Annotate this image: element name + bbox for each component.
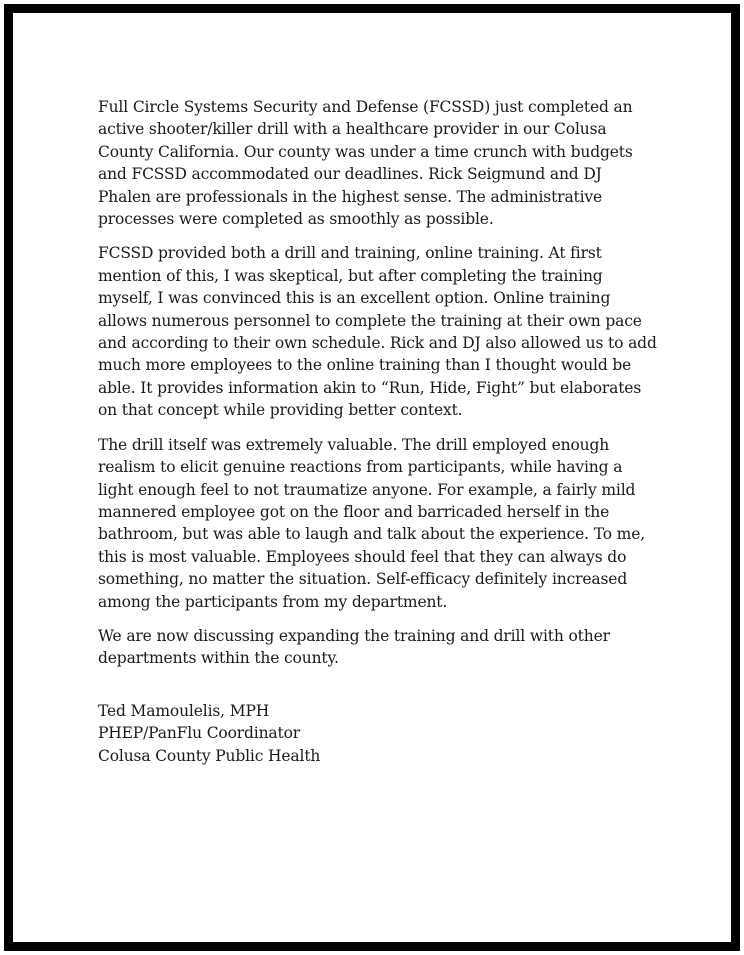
paragraph-training: FCSSD provided both a drill and training, online training. At first mention of this, I was skeptical, but after completing the training myself, I was convinced this is an excellent option. Online training allows numerous personnel to complete the training at their own pace and according to their own schedule. Rick and DJ also allowed us to add much more employees to the online training than I thought would be able. It provides information akin to “Run, Hide, Fight” but elaborates on that concept while providing better context. [98, 244, 657, 420]
paragraph-intro: Full Circle Systems Security and Defense (FCSSD) just completed an active shooter/killer drill with a healthcare provider in our Colusa County California. Our county was under a time crunch with budgets and FCSSD accommodated our deadlines. Rick Seigmund and DJ Phalen are professionals in the highest sense. The administrative processes were completed as smoothly as possible. [98, 98, 633, 229]
signature-block [98, 700, 658, 767]
letter-body [98, 96, 658, 767]
paragraph-closing: We are now discussing expanding the training and drill with other departments within the county. [98, 626, 610, 668]
signature-organization: Colusa County Public Health [98, 746, 321, 765]
signature-title: PHEP/PanFlu Coordinator [98, 724, 301, 743]
paragraph-drill: The drill itself was extremely valuable. The drill employed enough realism to elicit genuine reactions from participants, while having a light enough feel to not traumatize anyone. For example, a fairly mild mannered employee got on the floor and barricaded herself in the bathroom, but was able to laugh and talk about the experience. To me, this is most valuable. Employees should feel that they can always do something, no matter the situation. Self-efficacy definitely increased among the participants from my department. [98, 435, 646, 611]
signature-name: Ted Mamoulelis, MPH [98, 701, 270, 720]
